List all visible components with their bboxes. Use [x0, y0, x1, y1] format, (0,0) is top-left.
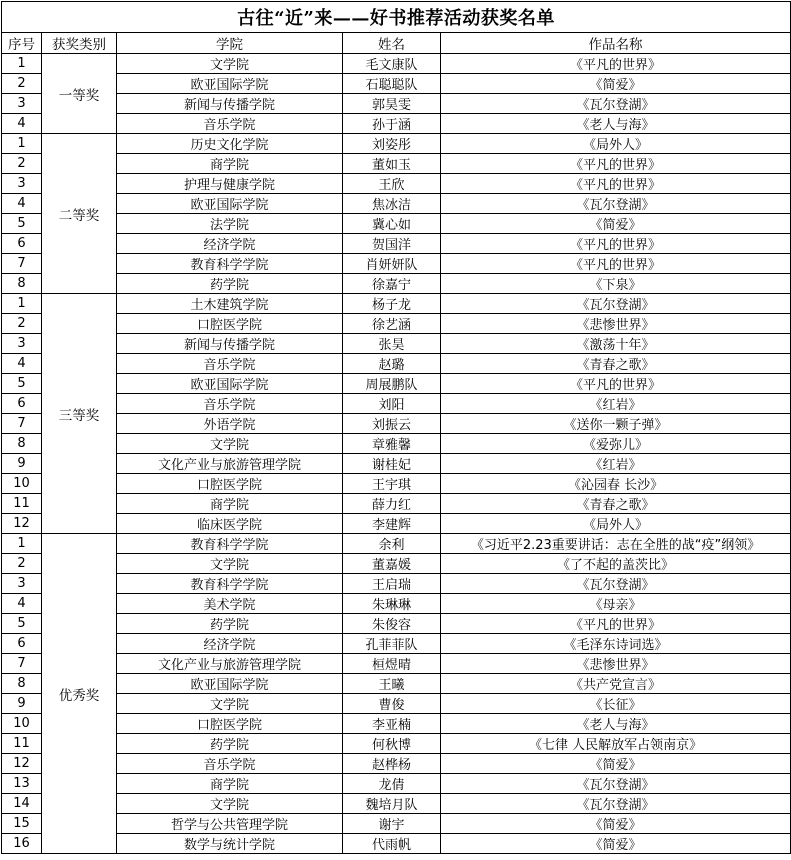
table-row — [2, 494, 791, 514]
cell-college: 文学院 — [117, 434, 343, 454]
cell-no: 8 — [2, 434, 42, 454]
table-row — [2, 474, 791, 494]
cell-name: 周展鹏队 — [343, 374, 441, 394]
table-row — [2, 454, 791, 474]
cell-name: 董如玉 — [343, 154, 441, 174]
cell-category: 一等奖 — [42, 54, 117, 134]
cell-no: 2 — [2, 314, 42, 334]
cell-no: 3 — [2, 94, 42, 114]
cell-college: 口腔医学院 — [117, 714, 343, 734]
cell-work: 《共产党宣言》 — [441, 674, 791, 694]
cell-college: 音乐学院 — [117, 394, 343, 414]
cell-work: 《老人与海》 — [441, 114, 791, 134]
cell-college: 药学院 — [117, 274, 343, 294]
cell-category: 二等奖 — [42, 134, 117, 294]
table-row — [2, 794, 791, 814]
cell-no: 4 — [2, 354, 42, 374]
cell-name: 王曦 — [343, 674, 441, 694]
table-row — [2, 594, 791, 614]
cell-no: 6 — [2, 634, 42, 654]
cell-work: 《沁园春 长沙》 — [441, 474, 791, 494]
cell-work: 《长征》 — [441, 694, 791, 714]
cell-work: 《简爱》 — [441, 74, 791, 94]
cell-work: 《母亲》 — [441, 594, 791, 614]
cell-work: 《局外人》 — [441, 514, 791, 534]
cell-name: 董嘉媛 — [343, 554, 441, 574]
cell-no: 12 — [2, 514, 42, 534]
table-row — [2, 674, 791, 694]
table-row — [2, 374, 791, 394]
cell-name: 朱琳琳 — [343, 594, 441, 614]
cell-work: 《瓦尔登湖》 — [441, 574, 791, 594]
cell-college: 文化产业与旅游管理学院 — [117, 454, 343, 474]
table-row — [2, 134, 791, 154]
table-row — [2, 194, 791, 214]
table-row — [2, 94, 791, 114]
cell-college: 新闻与传播学院 — [117, 94, 343, 114]
cell-work: 《下泉》 — [441, 274, 791, 294]
cell-work: 《激荡十年》 — [441, 334, 791, 354]
cell-college: 法学院 — [117, 214, 343, 234]
table-row — [2, 274, 791, 294]
cell-college: 教育科学学院 — [117, 534, 343, 554]
cell-college: 美术学院 — [117, 594, 343, 614]
cell-college: 欧亚国际学院 — [117, 374, 343, 394]
cell-college: 文学院 — [117, 694, 343, 714]
cell-name: 谢桂妃 — [343, 454, 441, 474]
cell-name: 朱俊容 — [343, 614, 441, 634]
cell-no: 11 — [2, 494, 42, 514]
cell-work: 《平凡的世界》 — [441, 614, 791, 634]
cell-work: 《瓦尔登湖》 — [441, 94, 791, 114]
cell-college: 数学与统计学院 — [117, 834, 343, 854]
cell-name: 余利 — [343, 534, 441, 554]
table-body — [2, 54, 791, 854]
table-row — [2, 694, 791, 714]
table-row — [2, 514, 791, 534]
cell-work: 《毛泽东诗词选》 — [441, 634, 791, 654]
table-row — [2, 54, 791, 74]
table-row — [2, 234, 791, 254]
cell-college: 土木建筑学院 — [117, 294, 343, 314]
cell-no: 8 — [2, 274, 42, 294]
cell-no: 8 — [2, 674, 42, 694]
cell-work: 《局外人》 — [441, 134, 791, 154]
cell-name: 桓煜晴 — [343, 654, 441, 674]
cell-no: 3 — [2, 334, 42, 354]
cell-name: 魏培月队 — [343, 794, 441, 814]
cell-name: 曹俊 — [343, 694, 441, 714]
cell-no: 7 — [2, 254, 42, 274]
cell-college: 欧亚国际学院 — [117, 194, 343, 214]
table-row — [2, 114, 791, 134]
table-row — [2, 814, 791, 834]
cell-no: 4 — [2, 594, 42, 614]
table-row — [2, 174, 791, 194]
cell-name: 章雅馨 — [343, 434, 441, 454]
table-row — [2, 214, 791, 234]
cell-work: 《老人与海》 — [441, 714, 791, 734]
table-row — [2, 154, 791, 174]
cell-college: 新闻与传播学院 — [117, 334, 343, 354]
cell-name: 杨子龙 — [343, 294, 441, 314]
cell-no: 12 — [2, 754, 42, 774]
cell-category: 三等奖 — [42, 294, 117, 534]
cell-work: 《平凡的世界》 — [441, 54, 791, 74]
table-row — [2, 634, 791, 654]
cell-college: 经济学院 — [117, 234, 343, 254]
cell-category: 优秀奖 — [42, 534, 117, 854]
cell-work: 《简爱》 — [441, 754, 791, 774]
cell-work: 《悲惨世界》 — [441, 314, 791, 334]
cell-work: 《平凡的世界》 — [441, 254, 791, 274]
cell-work: 《习近平2.23重要讲话：志在全胜的战“疫”纲领》 — [441, 534, 791, 554]
table-row — [2, 574, 791, 594]
cell-no: 1 — [2, 134, 42, 154]
cell-no: 14 — [2, 794, 42, 814]
cell-name: 郭昊雯 — [343, 94, 441, 114]
cell-work: 《七律 人民解放军占领南京》 — [441, 734, 791, 754]
cell-no: 4 — [2, 114, 42, 134]
cell-no: 6 — [2, 394, 42, 414]
cell-college: 文化产业与旅游管理学院 — [117, 654, 343, 674]
table-row — [2, 754, 791, 774]
cell-work: 《平凡的世界》 — [441, 154, 791, 174]
cell-name: 王宇琪 — [343, 474, 441, 494]
cell-college: 商学院 — [117, 154, 343, 174]
cell-no: 3 — [2, 174, 42, 194]
cell-college: 欧亚国际学院 — [117, 674, 343, 694]
cell-work: 《瓦尔登湖》 — [441, 794, 791, 814]
cell-college: 护理与健康学院 — [117, 174, 343, 194]
header-work: 作品名称 — [441, 33, 791, 54]
cell-college: 历史文化学院 — [117, 134, 343, 154]
cell-name: 孔菲菲队 — [343, 634, 441, 654]
table-row — [2, 734, 791, 754]
cell-work: 《简爱》 — [441, 814, 791, 834]
cell-name: 龙倩 — [343, 774, 441, 794]
cell-name: 代雨帆 — [343, 834, 441, 854]
title-row — [2, 2, 791, 33]
table-row — [2, 554, 791, 574]
header-no: 序号 — [2, 33, 42, 54]
cell-no: 5 — [2, 214, 42, 234]
table-row — [2, 434, 791, 454]
cell-name: 赵桦杨 — [343, 754, 441, 774]
cell-college: 音乐学院 — [117, 754, 343, 774]
cell-college: 文学院 — [117, 54, 343, 74]
cell-no: 1 — [2, 294, 42, 314]
table-row — [2, 354, 791, 374]
cell-college: 药学院 — [117, 614, 343, 634]
cell-college: 经济学院 — [117, 634, 343, 654]
cell-name: 薛力红 — [343, 494, 441, 514]
cell-work: 《悲惨世界》 — [441, 654, 791, 674]
cell-work: 《瓦尔登湖》 — [441, 194, 791, 214]
cell-work: 《瓦尔登湖》 — [441, 774, 791, 794]
cell-name: 冀心如 — [343, 214, 441, 234]
cell-college: 临床医学院 — [117, 514, 343, 534]
cell-name: 孙于涵 — [343, 114, 441, 134]
cell-no: 9 — [2, 694, 42, 714]
table-row — [2, 614, 791, 634]
cell-name: 石聪聪队 — [343, 74, 441, 94]
cell-name: 毛文康队 — [343, 54, 441, 74]
cell-name: 张昊 — [343, 334, 441, 354]
cell-no: 7 — [2, 654, 42, 674]
cell-work: 《红岩》 — [441, 394, 791, 414]
cell-no: 16 — [2, 834, 42, 854]
header-college: 学院 — [117, 33, 343, 54]
cell-work: 《瓦尔登湖》 — [441, 294, 791, 314]
cell-no: 6 — [2, 234, 42, 254]
cell-college: 商学院 — [117, 494, 343, 514]
cell-no: 2 — [2, 554, 42, 574]
cell-no: 11 — [2, 734, 42, 754]
table-row — [2, 714, 791, 734]
table-row — [2, 294, 791, 314]
cell-name: 刘姿彤 — [343, 134, 441, 154]
table-row — [2, 254, 791, 274]
cell-name: 赵璐 — [343, 354, 441, 374]
cell-name: 王启瑞 — [343, 574, 441, 594]
cell-college: 文学院 — [117, 794, 343, 814]
cell-college: 口腔医学院 — [117, 474, 343, 494]
cell-no: 5 — [2, 614, 42, 634]
table-row — [2, 534, 791, 554]
cell-college: 外语学院 — [117, 414, 343, 434]
header-category: 获奖类别 — [42, 33, 117, 54]
cell-no: 1 — [2, 534, 42, 554]
cell-name: 焦冰洁 — [343, 194, 441, 214]
cell-work: 《红岩》 — [441, 454, 791, 474]
cell-name: 肖妍妍队 — [343, 254, 441, 274]
cell-work: 《平凡的世界》 — [441, 234, 791, 254]
cell-no: 10 — [2, 714, 42, 734]
cell-college: 哲学与公共管理学院 — [117, 814, 343, 834]
cell-no: 5 — [2, 374, 42, 394]
cell-college: 音乐学院 — [117, 354, 343, 374]
cell-no: 2 — [2, 154, 42, 174]
cell-no: 4 — [2, 194, 42, 214]
cell-no: 7 — [2, 414, 42, 434]
cell-college: 商学院 — [117, 774, 343, 794]
cell-work: 《送你一颗子弹》 — [441, 414, 791, 434]
cell-college: 教育科学学院 — [117, 574, 343, 594]
table-row — [2, 334, 791, 354]
table-row — [2, 834, 791, 854]
cell-work: 《青春之歌》 — [441, 354, 791, 374]
cell-name: 徐嘉宁 — [343, 274, 441, 294]
cell-college: 药学院 — [117, 734, 343, 754]
cell-work: 《平凡的世界》 — [441, 174, 791, 194]
cell-college: 教育科学学院 — [117, 254, 343, 274]
cell-work: 《简爱》 — [441, 214, 791, 234]
cell-college: 欧亚国际学院 — [117, 74, 343, 94]
cell-work: 《爱弥儿》 — [441, 434, 791, 454]
table-title: 古往“近”来——好书推荐活动获奖名单 — [2, 2, 791, 33]
cell-name: 贺国洋 — [343, 234, 441, 254]
cell-work: 《青春之歌》 — [441, 494, 791, 514]
cell-no: 9 — [2, 454, 42, 474]
cell-work: 《了不起的盖茨比》 — [441, 554, 791, 574]
table-row — [2, 74, 791, 94]
cell-name: 王欣 — [343, 174, 441, 194]
cell-college: 口腔医学院 — [117, 314, 343, 334]
cell-name: 刘阳 — [343, 394, 441, 414]
cell-no: 2 — [2, 74, 42, 94]
table-row — [2, 394, 791, 414]
cell-work: 《平凡的世界》 — [441, 374, 791, 394]
cell-work: 《简爱》 — [441, 834, 791, 854]
cell-name: 李建辉 — [343, 514, 441, 534]
cell-no: 1 — [2, 54, 42, 74]
header-row — [2, 33, 791, 54]
cell-name: 何秋博 — [343, 734, 441, 754]
cell-name: 李亚楠 — [343, 714, 441, 734]
cell-college: 文学院 — [117, 554, 343, 574]
header-name: 姓名 — [343, 33, 441, 54]
cell-name: 谢宇 — [343, 814, 441, 834]
cell-no: 13 — [2, 774, 42, 794]
cell-no: 3 — [2, 574, 42, 594]
cell-college: 音乐学院 — [117, 114, 343, 134]
awards-table — [1, 1, 791, 854]
cell-no: 15 — [2, 814, 42, 834]
table-row — [2, 414, 791, 434]
cell-name: 徐艺涵 — [343, 314, 441, 334]
table-row — [2, 314, 791, 334]
cell-no: 10 — [2, 474, 42, 494]
table-row — [2, 774, 791, 794]
cell-name: 刘振云 — [343, 414, 441, 434]
table-row — [2, 654, 791, 674]
